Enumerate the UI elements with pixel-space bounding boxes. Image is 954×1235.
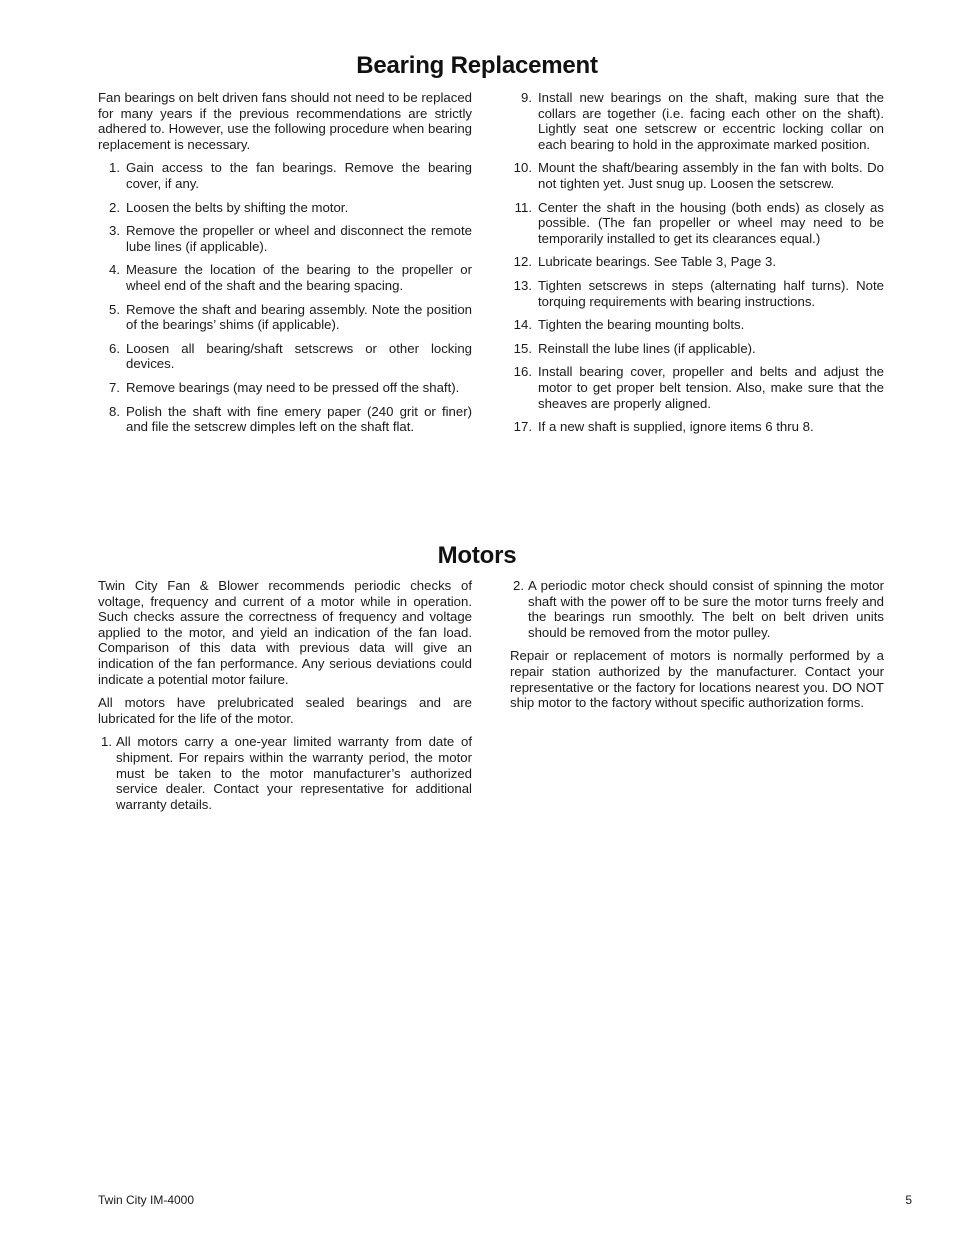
- list-item: [510, 364, 884, 411]
- item-text: Install new bearings on the shaft, making sure that the collars are together (i.e. facing each other on the shaft). Lightly seat one setscrew or eccentric locking collar on each bearing to hold in the approximate marked position.: [538, 90, 884, 152]
- item-number: 1.: [101, 734, 112, 750]
- item-text: Polish the shaft with fine emery paper (240 grit or finer) and file the setscrew dimples left on the shaft flat.: [126, 403, 472, 435]
- list-item: [510, 254, 884, 270]
- item-number: 11.: [514, 199, 532, 215]
- bearing-steps-right: [510, 90, 884, 435]
- item-text: Install bearing cover, propeller and belts and adjust the motor to get proper belt tension. Also, make sure that the sheaves are properly aligned.: [538, 364, 884, 411]
- item-text: Center the shaft in the housing (both ends) as closely as possible. (The fan propeller or wheel may need to be temporarily installed to get its clearances equal.): [538, 199, 884, 246]
- item-text: A periodic motor check should consist of spinning the motor shaft with the power off to be sure the motor turns freely and the bearings run smoothly. The belt on belt driven units should be removed from the motor pulley.: [528, 578, 884, 640]
- list-item: [510, 90, 884, 152]
- item-text: Measure the location of the bearing to the propeller or wheel end of the shaft and the bearing spacing.: [126, 262, 472, 293]
- list-item: [510, 160, 884, 191]
- item-text: Remove the propeller or wheel and disconnect the remote lube lines (if applicable).: [126, 223, 472, 254]
- list-item: [98, 380, 472, 396]
- bearing-steps-left: [98, 160, 472, 434]
- item-text: All motors carry a one-year limited warranty from date of shipment. For repairs within the warranty period, the motor must be taken to the motor manufacturer’s authorized service dealer. Contact your representative for additional warranty details.: [116, 734, 472, 812]
- bearing-replacement-title: Bearing Replacement: [356, 52, 598, 79]
- item-text: Loosen the belts by shifting the motor.: [126, 199, 349, 215]
- item-number: 9.: [521, 90, 532, 105]
- footer-doc-id: Twin City IM-4000: [98, 1193, 195, 1207]
- item-text: Remove bearings (may need to be pressed off the shaft).: [126, 379, 460, 395]
- item-text: Tighten the bearing mounting bolts.: [538, 317, 745, 333]
- item-number: 5.: [109, 301, 120, 317]
- item-number: 15.: [513, 340, 532, 356]
- motors-right-column: [510, 578, 884, 719]
- item-number: 4.: [109, 262, 120, 278]
- item-text: Lubricate bearings. See Table 3, Page 3.: [538, 254, 777, 270]
- item-number: 12.: [513, 254, 532, 270]
- item-number: 1.: [109, 160, 120, 176]
- item-text: If a new shaft is supplied, ignore items 6 thru 8.: [538, 419, 814, 435]
- list-item: [510, 200, 884, 247]
- motors-intro: Twin City Fan & Blower recommends periodic checks of voltage, frequency and current of a motor while in operation. Such checks assure the correctness of frequency and voltage applied to the motor, and yield an indication of the fan load. Comparison of this data with previous data will give an indication of the fan performance. Any serious deviations could indicate a potential motor failure.: [98, 578, 472, 687]
- item-number: 13.: [513, 277, 532, 293]
- item-number: 7.: [109, 379, 120, 395]
- item-number: 3.: [109, 223, 120, 239]
- motors-title: Motors: [437, 542, 517, 569]
- bearing-left-column: [98, 90, 472, 443]
- list-item: [98, 223, 472, 254]
- item-number: 2.: [109, 199, 120, 215]
- list-item: [510, 341, 884, 357]
- motors-list-2: [510, 578, 884, 640]
- item-text: Tighten setscrews in steps (alternating half turns). Note torquing requirements with bearing instructions.: [538, 277, 884, 309]
- list-item: [510, 317, 884, 333]
- item-number: 17.: [513, 419, 532, 435]
- list-item: [98, 734, 472, 812]
- list-item: [98, 262, 472, 293]
- motors-repair-note: Repair or replacement of motors is normally performed by a repair station authorized by the manufacturer. Contact your representative or the factory for locations nearest you. DO NOT ship motor to the factory without specific authorization forms.: [510, 648, 884, 711]
- list-item: [98, 200, 472, 216]
- item-number: 6.: [109, 340, 120, 356]
- motors-left-column: [98, 578, 472, 820]
- list-item: [510, 278, 884, 309]
- footer-page-number: 5: [905, 1193, 912, 1207]
- motors-list-1: [98, 734, 472, 812]
- item-number: 16.: [513, 364, 532, 380]
- list-item: [98, 341, 472, 372]
- list-item: [510, 578, 884, 640]
- item-text: Loosen all bearing/shaft setscrews or other locking devices.: [126, 340, 472, 372]
- item-number: 8.: [109, 403, 120, 419]
- list-item: [98, 404, 472, 435]
- motors-lubrication-note: All motors have prelubricated sealed bearings and are lubricated for the life of the motor.: [98, 695, 472, 726]
- item-text: Mount the shaft/bearing assembly in the fan with bolts. Do not tighten yet. Just snug up. Loosen the setscrew.: [538, 160, 884, 191]
- list-item: [98, 160, 472, 191]
- list-item: [510, 419, 884, 435]
- bearing-intro: Fan bearings on belt driven fans should not need to be replaced for many years if the previous recommendations are strictly adhered to. However, use the following procedure when bearing replacement is necessary.: [98, 90, 472, 152]
- item-text: Reinstall the lube lines (if applicable).: [538, 340, 756, 356]
- item-number: 2.: [513, 578, 524, 593]
- item-number: 14.: [513, 317, 532, 333]
- list-item: [98, 302, 472, 333]
- item-number: 10.: [513, 160, 532, 176]
- item-text: Remove the shaft and bearing assembly. Note the position of the bearings’ shims (if applicable).: [126, 301, 472, 333]
- item-text: Gain access to the fan bearings. Remove the bearing cover, if any.: [126, 160, 472, 191]
- bearing-right-column: [510, 90, 884, 443]
